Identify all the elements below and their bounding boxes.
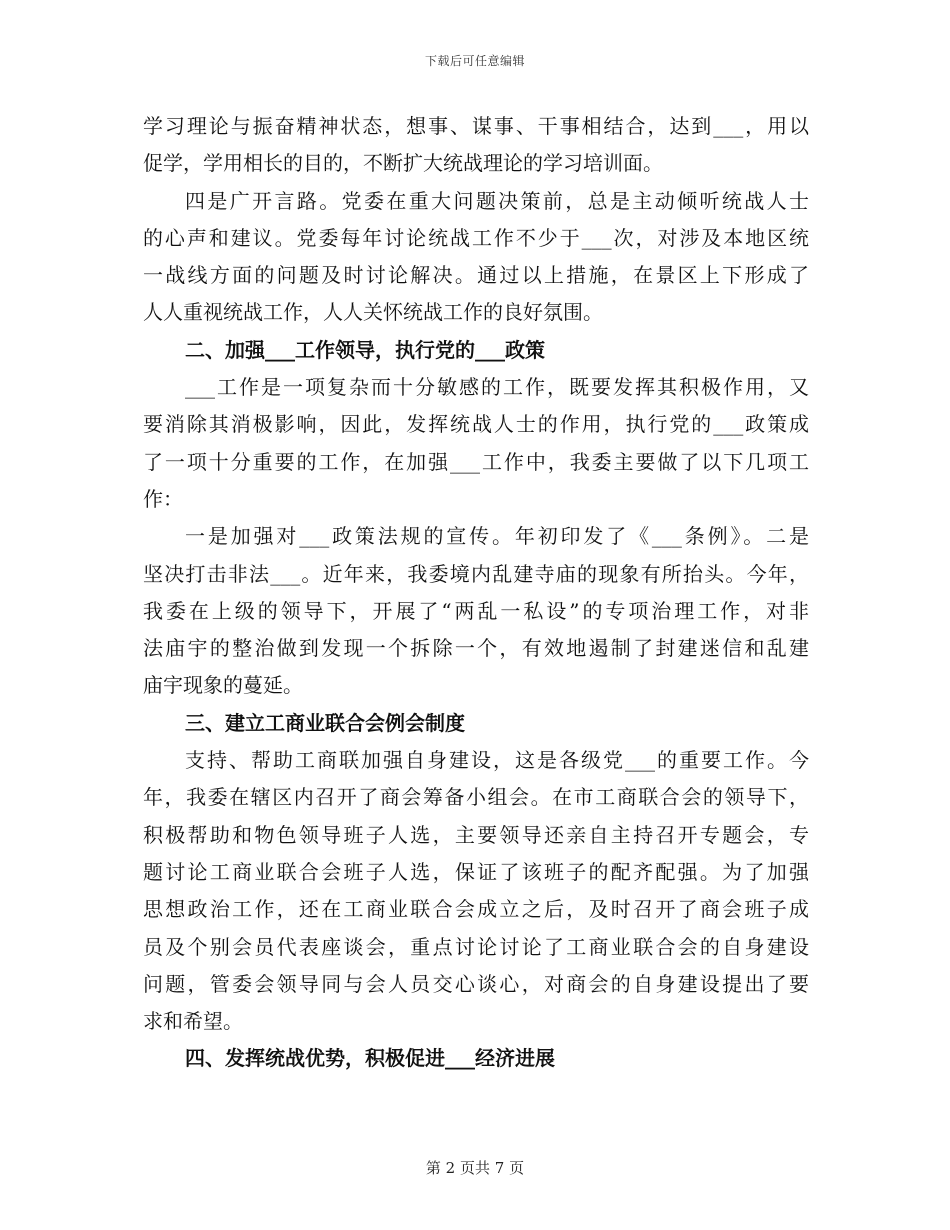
- body-line: 思想政治工作，还在工商业联合会成立之后，及时召开了商会班子成: [143, 897, 809, 922]
- section-heading: 三、建立工商业联合会例会制度: [185, 710, 465, 735]
- document-body: [143, 108, 809, 1078]
- body-line: 了一项十分重要的工作，在加强___工作中，我委主要做了以下几项工: [143, 449, 809, 474]
- body-line: 促学，学用相长的目的，不断扩大统战理论的学习培训面。: [143, 151, 663, 176]
- body-line: 庙宇现象的蔓延。: [143, 673, 303, 698]
- page-header-note: 下载后可任意编辑: [424, 54, 525, 68]
- body-line: 积极帮助和物色领导班子人选，主要领导还亲自主持召开专题会，专: [143, 822, 809, 847]
- body-line: 支持、帮助工商联加强自身建设，这是各级党___的重要工作。今: [185, 748, 809, 773]
- body-line: 作：: [143, 486, 183, 511]
- body-line: ___工作是一项复杂而十分敏感的工作，既要发挥其积极作用，又: [185, 375, 809, 400]
- body-line: 员及个别会员代表座谈会，重点讨论讨论了工商业联合会的自身建设: [143, 934, 809, 959]
- body-line: 人人重视统战工作，人人关怀统战工作的良好氛围。: [143, 300, 603, 325]
- section-heading: 四、发挥统战优势，积极促进___经济进展: [185, 1046, 555, 1071]
- body-line: 四是广开言路。党委在重大问题决策前，总是主动倾听统战人士: [185, 188, 809, 213]
- body-line: 题讨论工商业联合会班子人选，保证了该班子的配齐配强。为了加强: [143, 859, 809, 884]
- body-line: 年，我委在辖区内召开了商会筹备小组会。在市工商联合会的领导下，: [143, 785, 809, 810]
- body-line: 一是加强对___政策法规的宣传。年初印发了《___条例》。二是: [185, 524, 809, 549]
- body-line: 的心声和建议。党委每年讨论统战工作不少于___次，对涉及本地区统: [143, 225, 809, 250]
- body-line: 学习理论与振奋精神状态，想事、谋事、干事相结合，达到___，用以: [143, 114, 809, 138]
- body-line: 一战线方面的问题及时讨论解决。通过以上措施，在景区上下形成了: [143, 263, 809, 288]
- body-line: 我委在上级的领导下，开展了“两乱一私设”的专项治理工作，对非: [143, 598, 809, 623]
- body-line: 法庙宇的整治做到发现一个拆除一个，有效地遏制了封建迷信和乱建: [143, 636, 809, 661]
- body-line: 求和希望。: [143, 1009, 243, 1034]
- body-line: 坚决打击非法___。近年来，我委境内乱建寺庙的现象有所抬头。今年，: [143, 561, 809, 586]
- page-number: 第 2 页共 7 页: [425, 1159, 525, 1177]
- section-heading: 二、加强___工作领导，执行党的___政策: [185, 337, 545, 362]
- body-line: 问题，管委会领导同与会人员交心谈心，对商会的自身建设提出了要: [143, 971, 809, 996]
- body-line: 要消除其消极影响，因此，发挥统战人士的作用，执行党的___政策成: [143, 412, 809, 437]
